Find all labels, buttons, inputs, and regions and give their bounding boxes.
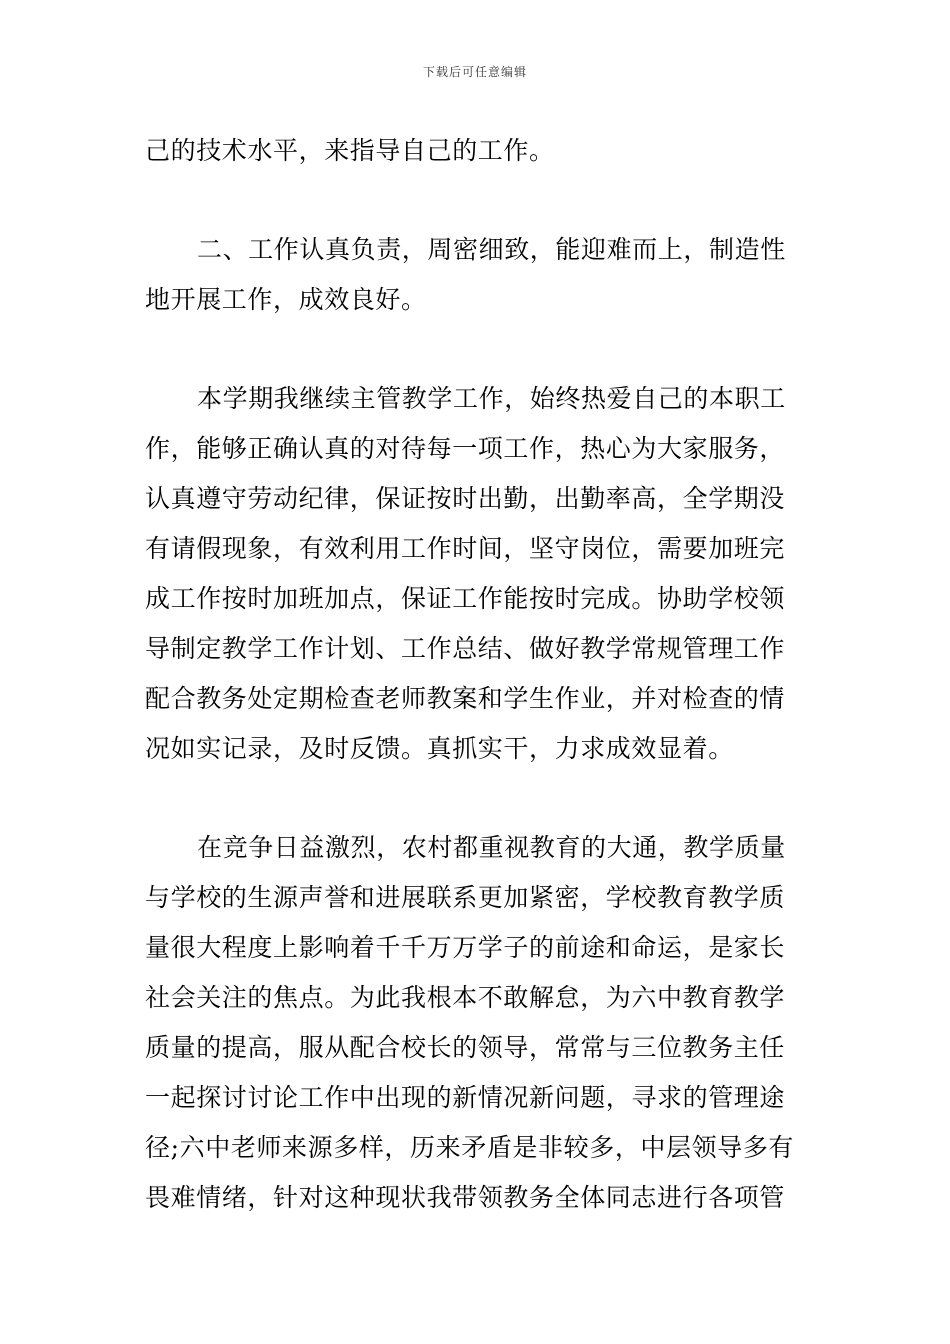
paragraph-line: 一起探讨讨论工作中出现的新情况新问题，寻求的管理途 bbox=[145, 1083, 786, 1112]
paragraph-gap bbox=[145, 325, 810, 374]
paragraph-line: 量很大程度上影响着千千万万学子的前途和命运，是家长 bbox=[145, 933, 786, 962]
paragraph-line: 径;六中老师来源多样，历来矛盾是非较多，中层领导多有 bbox=[145, 1133, 795, 1162]
document-body bbox=[145, 126, 810, 1223]
paragraph-line: 有请假现象，有效利用工作时间，坚守岗位，需要加班完 bbox=[145, 534, 786, 563]
paragraph-line: 畏难情绪，针对这种现状我带领教务全体同志进行各项管 bbox=[145, 1183, 786, 1212]
paragraph-line: 本学期我继续主管教学工作，始终热爱自己的本职工 bbox=[197, 384, 786, 413]
paragraph-line: 质量的提高，服从配合校长的领导，常常与三位教务主任 bbox=[145, 1033, 786, 1062]
paragraph-gap bbox=[145, 176, 810, 225]
paragraph-line: 地开展工作，成效良好。 bbox=[145, 285, 427, 314]
paragraph-line: 配合教务处定期检查老师教案和学生作业，并对检查的情 bbox=[145, 684, 786, 713]
paragraph-line: 成工作按时加班加点，保证工作能按时完成。协助学校领 bbox=[145, 584, 786, 613]
paragraph-line: 二、工作认真负责，周密细致，能迎难而上，制造性 bbox=[197, 235, 786, 264]
page-header: 下载后可任意编辑 bbox=[422, 65, 527, 79]
paragraph-line: 社会关注的焦点。为此我根本不敢解怠，为六中教育教学 bbox=[145, 983, 786, 1012]
paragraph-line: 己的技术水平，来指导自己的工作。 bbox=[145, 136, 555, 165]
paragraph-gap bbox=[145, 774, 810, 823]
paragraph-line: 作，能够正确认真的对待每一项工作，热心为大家服务， bbox=[145, 434, 786, 463]
paragraph-line: 况如实记录，及时反馈。真抓实干，力求成效显着。 bbox=[145, 734, 734, 763]
paragraph-line: 认真遵守劳动纪律，保证按时出勤，出勤率高，全学期没 bbox=[145, 484, 786, 513]
paragraph-line: 导制定教学工作计划、工作总结、做好教学常规管理工作 bbox=[145, 634, 786, 663]
paragraph-line: 在竞争日益激烈，农村都重视教育的大通，教学质量 bbox=[197, 833, 786, 862]
paragraph-line: 与学校的生源声誉和进展联系更加紧密，学校教育教学质 bbox=[145, 883, 786, 912]
